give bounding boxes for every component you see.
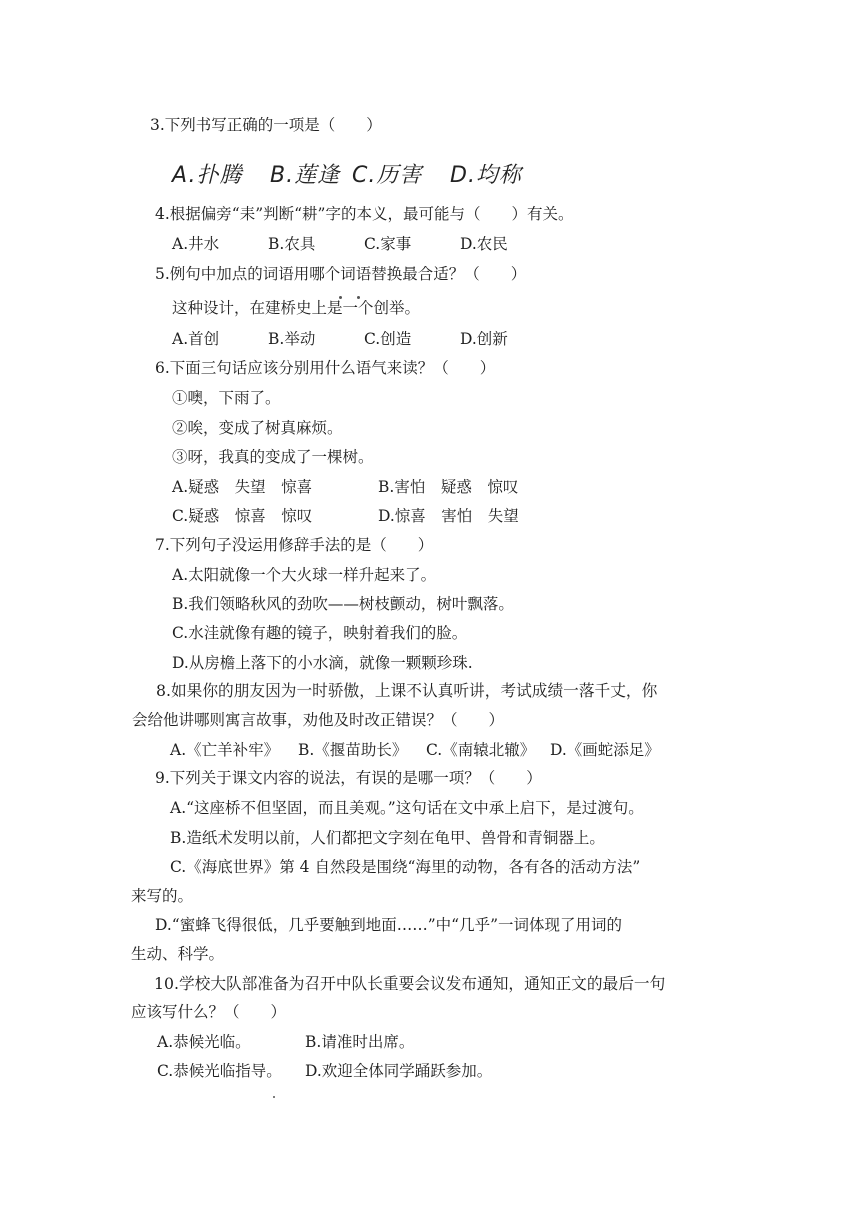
q8-option-a: A.《亡羊补牢》: [170, 741, 280, 759]
q5-stem: 5.例句中加点的词语用哪个词语替换最合适？（ ）: [155, 265, 527, 283]
q8-option-d: D.《画蛇添足》: [550, 741, 660, 759]
q7-option-a: A.太阳就像一个大火球一样升起来了。: [172, 566, 437, 584]
q8-stem-line-1: 8.如果你的朋友因为一时骄傲，上课不认真听讲，考试成绩一落千丈，你: [156, 681, 658, 700]
emphasis-dot: [357, 296, 360, 299]
q6-stem: 6.下面三句话应该分别用什么语气来读？（ ）: [155, 359, 496, 377]
q3-stem: 3.下列书写正确的一项是（ ）: [150, 116, 382, 134]
q6-option-c: C.疑惑 惊喜 惊叹: [172, 507, 313, 525]
q10-option-a: A.恭候光临。: [157, 1033, 251, 1051]
q8-stem-line-2: 会给他讲哪则寓言故事，劝他及时改正错误？（ ）: [132, 711, 505, 729]
q5-option-b: B.举动: [268, 330, 316, 348]
q8-option-c: C.《南辕北辙》: [426, 741, 536, 759]
q3-option-b: B.莲逢: [270, 163, 341, 188]
q10-stem-line-1: 10.学校大队部准备为召开中队长重要会议发布通知，通知正文的最后一句: [154, 974, 666, 993]
q9-option-a: A.“这座桥不但坚固，而且美观。”这句话在文中承上启下，是过渡句。: [170, 799, 644, 817]
q9-option-d-line-1: D.“蜜蜂飞得很低，几乎要触到地面……”中“几乎”一词体现了用词的: [155, 916, 622, 934]
scan-speck: [273, 1096, 275, 1098]
q3-option-c: C.历害: [352, 163, 423, 188]
q5-option-c: C.创造: [364, 330, 412, 348]
q7-option-c: C.水洼就像有趣的镜子，映射着我们的脸。: [172, 624, 468, 642]
q9-option-b: B.造纸术发明以前，人们都把文字刻在龟甲、兽骨和青铜器上。: [170, 829, 605, 847]
q9-option-c-line-1: C.《海底世界》第 4 自然段是围绕“海里的动物，各有各的活动方法”: [170, 858, 641, 876]
q3-option-a: A.扑腾: [172, 163, 243, 188]
q5-example: 这种设计，在建桥史上是一个创举。: [172, 299, 421, 317]
q9-option-c-line-2: 来写的。: [131, 887, 194, 905]
q6-sentence-2: ②唉，变成了树真麻烦。: [172, 419, 343, 437]
q6-sentence-3: ③呀，我真的变成了一棵树。: [172, 448, 374, 466]
q10-option-b: B.请准时出席。: [305, 1033, 415, 1051]
q4-option-d: D.农民: [460, 235, 508, 253]
q3-option-d: D.均称: [450, 163, 522, 188]
q6-sentence-1: ①噢，下雨了。: [172, 389, 281, 407]
q10-stem-line-2: 应该写什么？（ ）: [131, 1003, 287, 1021]
q6-option-b: B.害怕 疑惑 惊叹: [378, 478, 519, 496]
q7-stem: 7.下列句子没运用修辞手法的是（ ）: [155, 536, 434, 554]
q4-option-a: A.井水: [172, 235, 220, 253]
q4-stem: 4.根据偏旁“耒”判断“耕”字的本义，最可能与（ ）有关。: [155, 205, 574, 223]
q8-option-b: B.《揠苗助长》: [298, 741, 408, 759]
q9-option-d-line-2: 生动、科学。: [131, 945, 225, 963]
q7-option-d: D.从房檐上落下的小水滴，就像一颗颗珍珠.: [172, 654, 473, 672]
q5-option-d: D.创新: [460, 330, 508, 348]
q10-option-d: D.欢迎全体同学踊跃参加。: [305, 1062, 493, 1080]
q6-option-d: D.惊喜 害怕 失望: [378, 507, 519, 525]
q10-option-c: C.恭候光临指导。: [157, 1062, 282, 1080]
q6-option-a: A.疑惑 失望 惊喜: [172, 478, 313, 496]
emphasis-dot: [339, 296, 342, 299]
q4-option-b: B.农具: [268, 235, 316, 253]
q5-option-a: A.首创: [172, 330, 220, 348]
q9-stem: 9.下列关于课文内容的说法，有误的是哪一项？（ ）: [155, 769, 542, 787]
q4-option-c: C.家事: [364, 235, 412, 253]
q7-option-b: B.我们领略秋风的劲吹——树枝颤动，树叶飘落。: [172, 595, 514, 613]
